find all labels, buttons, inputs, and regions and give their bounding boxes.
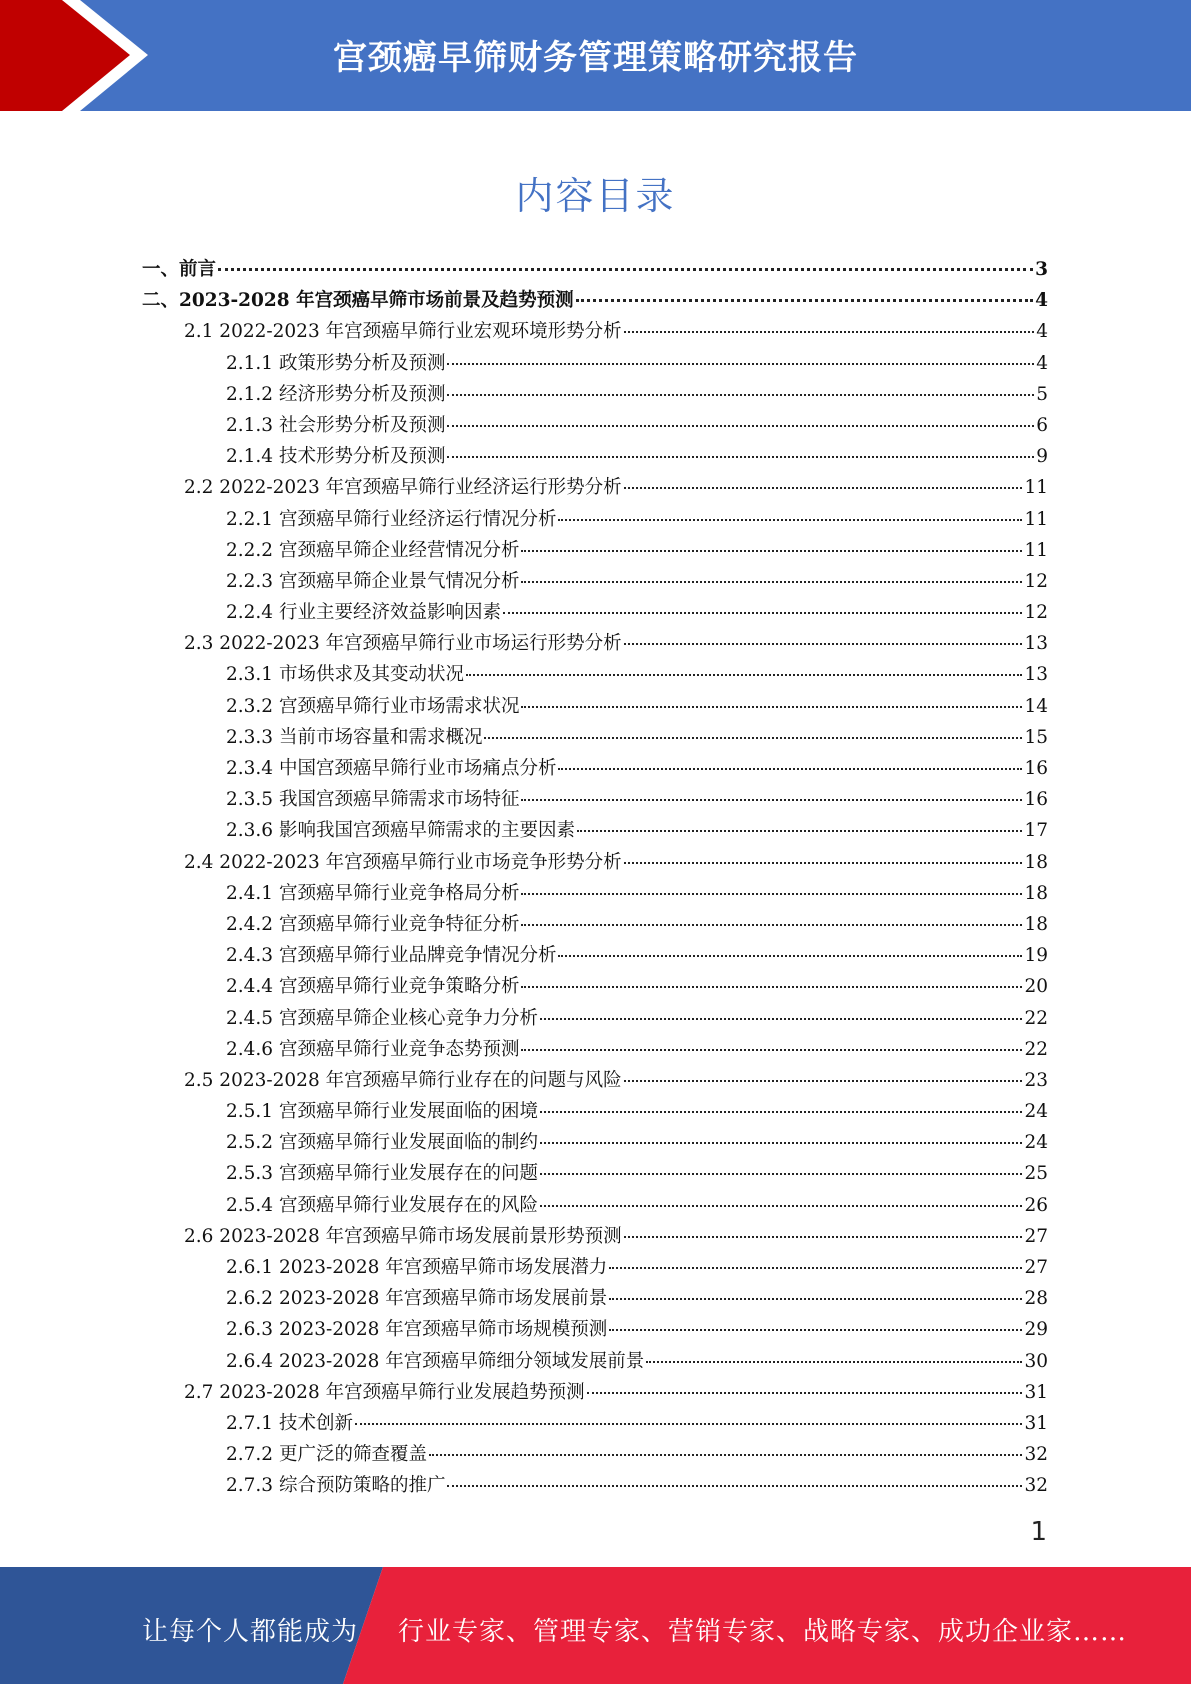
toc-dot-leader: [624, 862, 1023, 864]
toc-dot-leader: [521, 924, 1022, 926]
toc-entry[interactable]: [142, 1096, 1048, 1127]
toc-entry-page: 28: [1024, 1288, 1048, 1310]
toc-entry-page: 12: [1024, 602, 1048, 624]
toc-entry-label: 2.6.3 2023-2028 年宫颈癌早筛市场规模预测: [226, 1319, 608, 1341]
toc-dot-leader: [624, 1236, 1023, 1238]
toc-entry-page: 27: [1024, 1225, 1048, 1247]
toc-dot-leader: [521, 581, 1022, 583]
toc-entry-page: 27: [1024, 1257, 1048, 1278]
toc-entry-label: 2.4.3 宫颈癌早筛行业品牌竞争情况分析: [226, 945, 557, 967]
toc-entry[interactable]: [142, 1158, 1048, 1189]
toc-entry-label: 2.2 2022-2023 年宫颈癌早筛行业经济运行形势分析: [184, 477, 622, 499]
footer-banner: [0, 1567, 1191, 1684]
toc-entry-page: 4: [1035, 290, 1048, 312]
toc-dot-leader: [447, 456, 1034, 458]
toc-entry[interactable]: [142, 1470, 1048, 1501]
toc-entry-label: 2.1.3 社会形势分析及预测: [226, 414, 446, 436]
toc-entry-label: 2.4.2 宫颈癌早筛行业竞争特征分析: [226, 913, 520, 935]
toc-entry[interactable]: [142, 1408, 1048, 1439]
toc-dot-leader: [609, 1298, 1022, 1300]
toc-entry[interactable]: [142, 878, 1048, 909]
toc-entry[interactable]: [142, 597, 1048, 628]
toc-dot-leader: [355, 1423, 1023, 1425]
toc-entry-page: 4: [1036, 321, 1048, 343]
toc-entry[interactable]: [142, 1221, 1048, 1252]
toc-entry[interactable]: [142, 1034, 1048, 1065]
toc-dot-leader: [447, 394, 1034, 396]
toc-entry[interactable]: [142, 784, 1048, 815]
toc-entry-page: 6: [1036, 414, 1048, 436]
toc-entry-page: 26: [1024, 1194, 1048, 1216]
toc-entry-page: 15: [1024, 726, 1048, 748]
toc-entry[interactable]: [142, 1127, 1048, 1158]
toc-entry[interactable]: [142, 504, 1048, 535]
toc-entry-label: 2.5.1 宫颈癌早筛行业发展面临的困境: [226, 1101, 538, 1123]
header-banner: [0, 0, 1191, 111]
toc-dot-leader: [624, 643, 1023, 645]
toc-entry-label: 2.1.4 技术形势分析及预测: [226, 446, 446, 468]
toc-entry-page: 17: [1024, 820, 1048, 842]
toc-entry-page: 31: [1024, 1412, 1048, 1434]
toc-entry[interactable]: [142, 971, 1048, 1002]
toc-dot-leader: [540, 1111, 1022, 1113]
toc-entry[interactable]: [142, 285, 1048, 316]
toc-dot-leader: [609, 1267, 1022, 1269]
toc-dot-leader: [576, 299, 1034, 302]
toc-dot-leader: [558, 519, 1022, 521]
toc-entry[interactable]: [142, 1377, 1048, 1408]
toc-entry-label: 2.6.1 2023-2028 年宫颈癌早筛市场发展潜力: [226, 1257, 608, 1278]
toc-dot-leader: [558, 768, 1022, 770]
toc-entry[interactable]: [142, 254, 1048, 285]
toc-dot-leader: [447, 425, 1034, 427]
toc-dot-leader: [609, 1329, 1022, 1331]
toc-entry-page: 3: [1035, 259, 1048, 280]
toc-dot-leader: [521, 893, 1022, 895]
toc-entry-label: 2.3.4 中国宫颈癌早筛行业市场痛点分析: [226, 758, 557, 779]
toc-entry-page: 22: [1024, 1038, 1048, 1060]
toc-entry-page: 11: [1024, 539, 1048, 561]
toc-entry[interactable]: [142, 691, 1048, 722]
toc-entry[interactable]: [142, 348, 1048, 379]
toc-dot-leader: [540, 1142, 1022, 1144]
toc-entry-page: 13: [1024, 664, 1048, 686]
toc-entry-page: 11: [1024, 477, 1048, 499]
toc-entry-label: 2.3.5 我国宫颈癌早筛需求市场特征: [226, 789, 520, 811]
toc-entry-label: 2.4.6 宫颈癌早筛行业竞争态势预测: [226, 1038, 520, 1060]
toc-dot-leader: [624, 487, 1023, 489]
toc-entry-label: 2.3.2 宫颈癌早筛行业市场需求状况: [226, 695, 520, 717]
toc-entry[interactable]: [142, 1439, 1048, 1470]
toc-dot-leader: [521, 1049, 1022, 1051]
toc-entry[interactable]: [142, 410, 1048, 441]
toc-dot-leader: [447, 1485, 1022, 1487]
toc-entry-label: 2.6.2 2023-2028 年宫颈癌早筛市场发展前景: [226, 1288, 608, 1310]
toc-dot-leader: [558, 955, 1022, 957]
toc-dot-leader: [521, 550, 1022, 552]
toc-entry-page: 16: [1024, 758, 1048, 779]
toc-dot-leader: [624, 1080, 1023, 1082]
toc-entry-label: 2.7.1 技术创新: [226, 1412, 353, 1434]
toc-entry-page: 18: [1024, 851, 1048, 873]
toc-entry[interactable]: [142, 1065, 1048, 1096]
toc-dot-leader: [503, 612, 1022, 614]
toc-entry-label: 2.4.1 宫颈癌早筛行业竞争格局分析: [226, 882, 520, 904]
toc-entry-label: 2.2.1 宫颈癌早筛行业经济运行情况分析: [226, 508, 557, 530]
toc-entry-page: 4: [1036, 352, 1048, 374]
toc-entry[interactable]: [142, 1190, 1048, 1221]
toc-entry-page: 32: [1024, 1475, 1048, 1497]
toc-dot-leader: [540, 1173, 1022, 1175]
toc-dot-leader: [484, 737, 1022, 739]
toc-entry[interactable]: [142, 659, 1048, 690]
toc-dot-leader: [587, 1392, 1023, 1394]
toc-entry-page: 13: [1024, 633, 1048, 655]
toc-entry-page: 16: [1024, 789, 1048, 811]
toc-entry-page: 32: [1024, 1444, 1048, 1466]
toc-entry-label: 2.3.1 市场供求及其变动状况: [226, 664, 464, 686]
toc-dot-leader: [646, 1361, 1022, 1363]
page-number: 1: [1030, 1517, 1047, 1547]
toc-entry[interactable]: [142, 722, 1048, 753]
toc-dot-leader: [521, 799, 1022, 801]
toc-entry-page: 12: [1024, 570, 1048, 592]
toc-dot-leader: [577, 830, 1022, 832]
footer-slogan-right: 行业专家、管理专家、营销专家、战略专家、成功企业家……: [398, 1617, 1128, 1647]
toc-entry[interactable]: [142, 316, 1048, 347]
toc-entry[interactable]: [142, 753, 1048, 784]
toc-entry[interactable]: [142, 815, 1048, 846]
toc-entry-label: 2.6.4 2023-2028 年宫颈癌早筛细分领域发展前景: [226, 1350, 645, 1372]
toc-entry-label: 2.3.3 当前市场容量和需求概况: [226, 726, 483, 748]
toc-entry[interactable]: [142, 1314, 1048, 1345]
toc-entry-page: 24: [1024, 1132, 1048, 1154]
toc-entry[interactable]: [142, 441, 1048, 472]
toc-entry[interactable]: [142, 1003, 1048, 1034]
footer-slogan-left: 让每个人都能成为: [142, 1617, 359, 1647]
toc-entry-label: 2.1.2 经济形势分析及预测: [226, 383, 446, 405]
toc-entry-label: 2.4 2022-2023 年宫颈癌早筛行业市场竞争形势分析: [184, 851, 622, 873]
toc-entry[interactable]: [142, 535, 1048, 566]
toc-dot-leader: [466, 674, 1022, 676]
toc-entry-page: 14: [1024, 695, 1048, 717]
toc-dot-leader: [521, 706, 1022, 708]
toc-entry-label: 二、2023-2028 年宫颈癌早筛市场前景及趋势预测: [142, 290, 574, 312]
toc-entry[interactable]: [142, 909, 1048, 940]
toc-entry-label: 2.1 2022-2023 年宫颈癌早筛行业宏观环境形势分析: [184, 321, 622, 343]
toc-entry-page: 11: [1024, 508, 1048, 530]
toc-dot-leader: [429, 1454, 1022, 1456]
toc-entry-label: 2.5 2023-2028 年宫颈癌早筛行业存在的问题与风险: [184, 1069, 622, 1091]
toc-entry[interactable]: [142, 940, 1048, 971]
toc-entry-label: 2.1.1 政策形势分析及预测: [226, 352, 446, 374]
toc-entry-page: 19: [1024, 945, 1048, 967]
toc-entry-page: 9: [1036, 446, 1048, 468]
toc-entry-label: 2.4.4 宫颈癌早筛行业竞争策略分析: [226, 976, 520, 998]
toc-dot-leader: [521, 986, 1022, 988]
toc-dot-leader: [540, 1205, 1022, 1207]
toc-entry-label: 2.3.6 影响我国宫颈癌早筛需求的主要因素: [226, 820, 575, 842]
toc-entry-page: 23: [1024, 1069, 1048, 1091]
toc-entry-page: 25: [1024, 1163, 1048, 1185]
toc-entry-label: 2.7 2023-2028 年宫颈癌早筛行业发展趋势预测: [184, 1381, 585, 1403]
toc-entry-page: 18: [1024, 882, 1048, 904]
toc-dot-leader: [540, 1018, 1022, 1020]
toc-entry-label: 2.2.4 行业主要经济效益影响因素: [226, 602, 501, 624]
toc-entry-page: 22: [1024, 1007, 1048, 1029]
toc-entry-label: 2.5.3 宫颈癌早筛行业发展存在的问题: [226, 1163, 538, 1185]
table-of-contents: [142, 254, 1048, 1502]
toc-entry-page: 30: [1024, 1350, 1048, 1372]
toc-entry-label: 2.3 2022-2023 年宫颈癌早筛行业市场运行形势分析: [184, 633, 622, 655]
toc-entry-page: 29: [1024, 1319, 1048, 1341]
toc-entry[interactable]: [142, 1252, 1048, 1283]
toc-dot-leader: [218, 268, 1033, 271]
toc-entry-page: 5: [1036, 383, 1048, 405]
toc-entry-label: 一、前言: [142, 259, 217, 280]
toc-entry[interactable]: [142, 628, 1048, 659]
toc-entry-label: 2.4.5 宫颈癌早筛企业核心竞争力分析: [226, 1007, 538, 1029]
toc-entry-page: 20: [1024, 976, 1048, 998]
toc-entry[interactable]: [142, 1283, 1048, 1314]
toc-entry[interactable]: [142, 379, 1048, 410]
toc-entry-page: 31: [1024, 1381, 1048, 1403]
toc-entry-page: 18: [1024, 913, 1048, 935]
toc-entry-label: 2.7.2 更广泛的筛查覆盖: [226, 1444, 427, 1466]
toc-entry-label: 2.2.2 宫颈癌早筛企业经营情况分析: [226, 539, 520, 561]
toc-entry[interactable]: [142, 566, 1048, 597]
toc-entry-page: 24: [1024, 1101, 1048, 1123]
toc-dot-leader: [624, 331, 1035, 333]
toc-entry[interactable]: [142, 1346, 1048, 1377]
toc-entry-label: 2.6 2023-2028 年宫颈癌早筛市场发展前景形势预测: [184, 1225, 622, 1247]
toc-entry[interactable]: [142, 472, 1048, 503]
report-title: 宫颈癌早筛财务管理策略研究报告: [333, 38, 858, 78]
toc-entry-label: 2.5.2 宫颈癌早筛行业发展面临的制约: [226, 1132, 538, 1154]
toc-entry[interactable]: [142, 847, 1048, 878]
toc-dot-leader: [447, 363, 1034, 365]
toc-entry-label: 2.5.4 宫颈癌早筛行业发展存在的风险: [226, 1194, 538, 1216]
toc-heading: 内容目录: [515, 174, 676, 218]
toc-entry-label: 2.2.3 宫颈癌早筛企业景气情况分析: [226, 570, 520, 592]
toc-entry-label: 2.7.3 综合预防策略的推广: [226, 1475, 446, 1497]
